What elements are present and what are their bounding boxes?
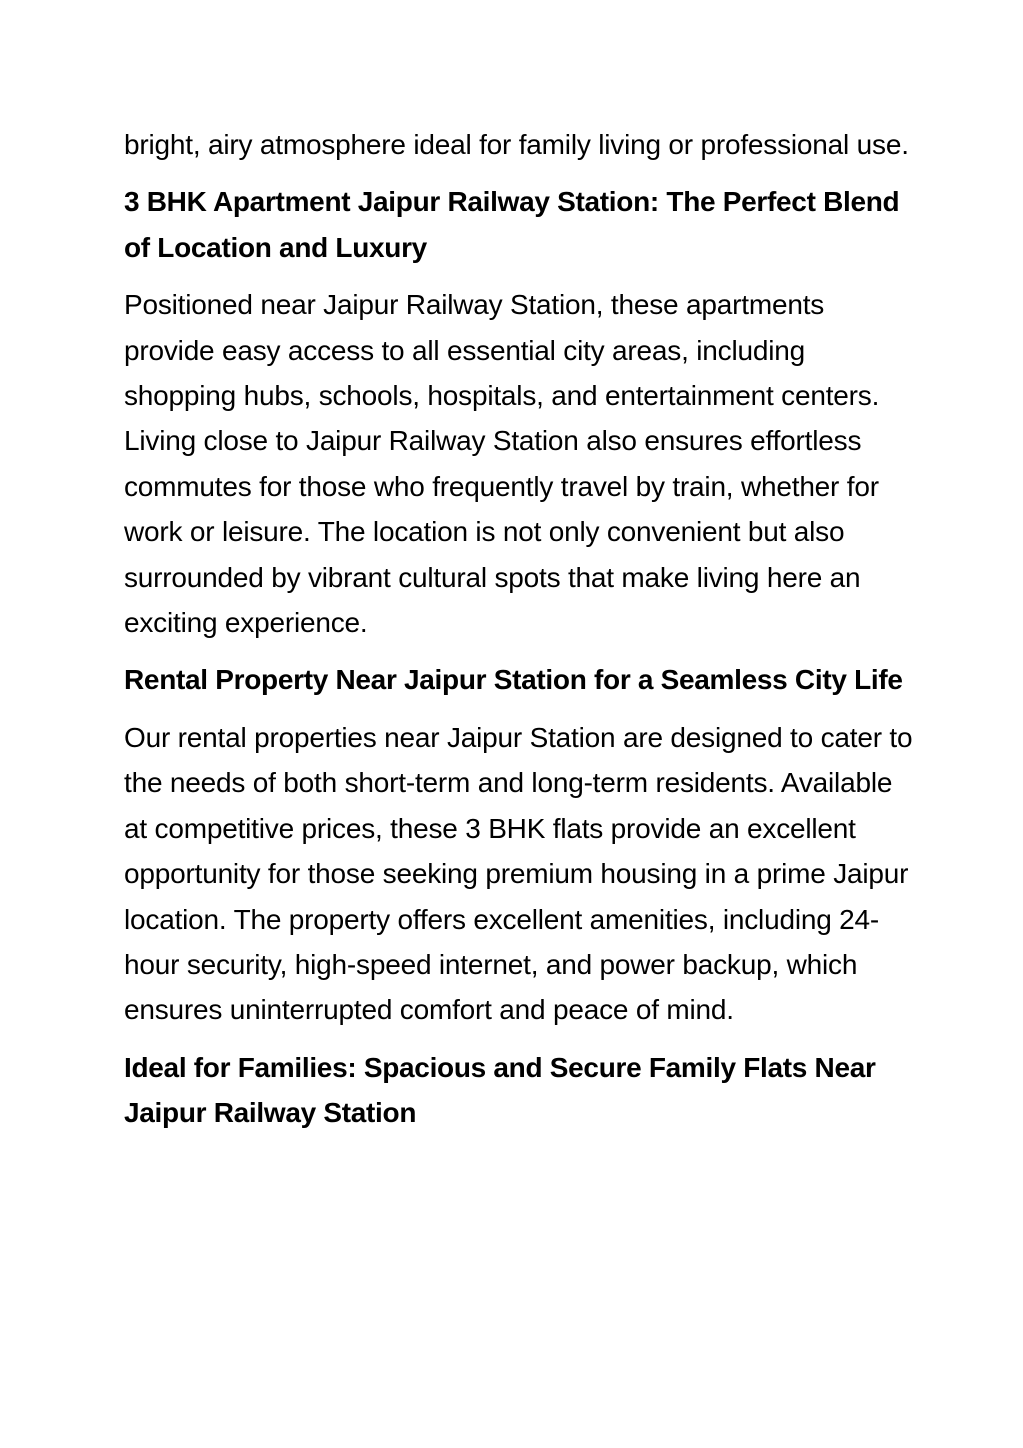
section-heading-ideal-for-families: Ideal for Families: Spacious and Secure Family Flats Near Jaipur Railway Station: [124, 1051, 876, 1129]
document-page: [124, 122, 914, 1148]
section-heading-rental-property: Rental Property Near Jaipur Station for a Seamless City Life: [124, 664, 903, 696]
section-body-3bhk-apartment: Positioned near Jaipur Railway Station, these apartments provide easy access to all essential city areas, including shopping hubs, schools, hospitals, and entertainment centers. Living close to Jaipur Railway Station also ensures effortless commutes for those who frequently travel by train, whether for work or leisure. The location is not only convenient but also surrounded by vibrant cultural spots that make living here an exciting experience.: [124, 289, 880, 639]
intro-paragraph: bright, airy atmosphere ideal for family living or professional use.: [124, 129, 909, 160]
section-heading-3bhk-apartment: 3 BHK Apartment Jaipur Railway Station: The Perfect Blend of Location and Luxury: [124, 186, 900, 263]
section-body-rental-property: Our rental properties near Jaipur Station are designed to cater to the needs of both short-term and long-term residents. Available at competitive prices, these 3 BHK flats provide an excellent opportunity for those seeking premium housing in a prime Jaipur location. The property offers excellent amenities, including 24-hour security, high-speed internet, and power backup, which ensures uninterrupted comfort and peace of mind.: [124, 721, 913, 1026]
